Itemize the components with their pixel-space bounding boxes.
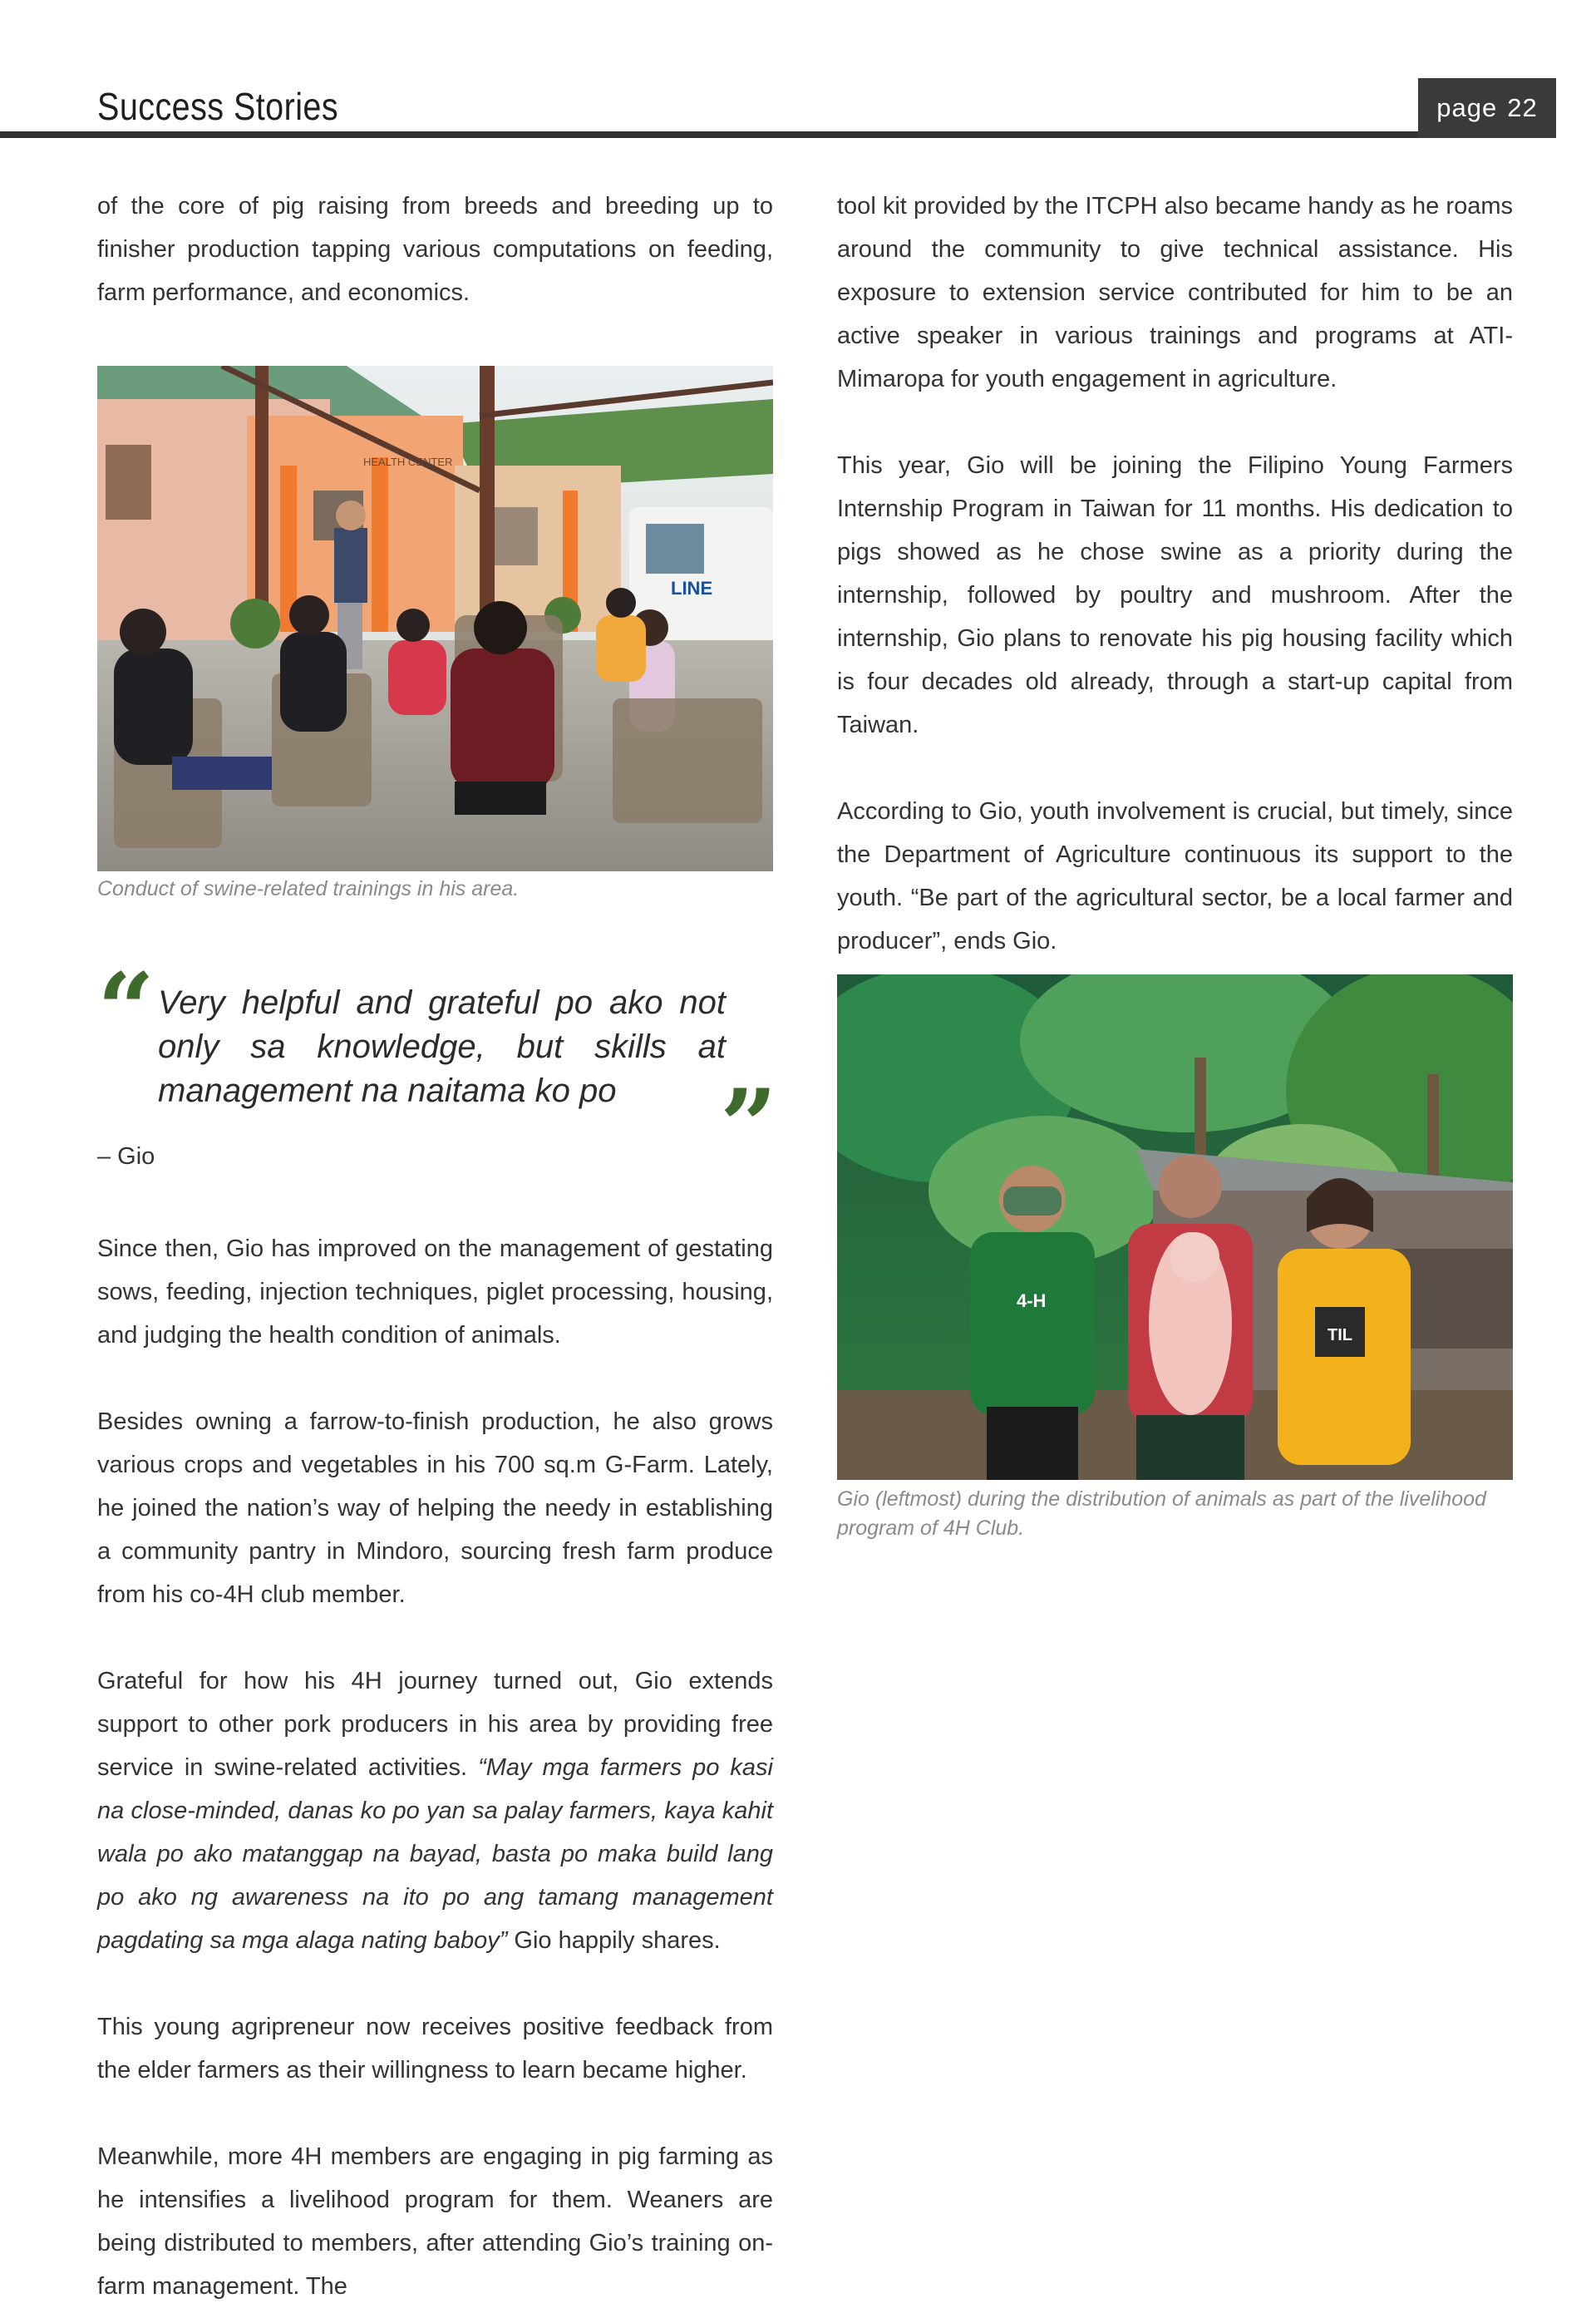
truck-sign: LINE xyxy=(671,578,713,599)
pull-quote-text: Very helpful and grateful po ako not only sa knowledge, but skills at management na naitama ko po xyxy=(158,984,726,1109)
training-photo xyxy=(97,366,773,871)
distribution-photo xyxy=(837,974,1513,1480)
quote-attribution: – Gio xyxy=(97,1143,155,1170)
page-number-badge xyxy=(1418,78,1556,138)
paragraph-intro: of the core of pig raising from breeds and breeding up to finisher production tapping various computations on feeding, farm performance, and economics. xyxy=(97,193,773,306)
open-quote-icon: “ xyxy=(97,951,155,1068)
training-photo-caption: Conduct of swine-related trainings in his area. xyxy=(97,877,520,900)
left-body-block xyxy=(97,1227,773,2308)
left-intro-block xyxy=(97,185,773,314)
grateful-text-start: Grateful for how his 4H journey turned out, Gio extends support to other pork producers in his area by providing free service in swine-related activities. xyxy=(97,1668,773,1781)
grateful-text-end: Gio happily shares. xyxy=(507,1927,721,1954)
page-header-title: Success Stories xyxy=(97,85,339,128)
paragraph-according: According to Gio, youth involvement is crucial, but timely, since the Department of Agriculture continuous its support to the youth. “Be part of the agricultural sector, be a local farmer and producer”, ends Gio. xyxy=(837,798,1513,954)
paragraph-since: Since then, Gio has improved on the management of gestating sows, feeding, injection techniques, piglet processing, housing, and judging the health condition of animals. xyxy=(97,1235,773,1349)
header-rule xyxy=(0,131,1556,138)
right-shirt-logo: TIL xyxy=(1328,1326,1352,1344)
left-shirt-logo: 4-H xyxy=(1017,1290,1047,1311)
grateful-quote: “May mga farmers po kasi na close-minded, danas ko po yan sa palay farmers, kaya kahit wala po ako matanggap na bayad, basta po maka build lang po ako ng awareness na ito po ang tamang management pagdating sa mga alaga nating baboy” xyxy=(97,1754,773,1954)
health-center-sign: HEALTH CENTER xyxy=(363,456,453,468)
page-number: 22 xyxy=(1507,93,1538,122)
right-body-block xyxy=(837,185,1513,1049)
close-quote-icon: ” xyxy=(720,1068,778,1185)
paragraph-grateful xyxy=(97,1659,773,1962)
paragraph-this-year: This year, Gio will be joining the Filipino Young Farmers Internship Program in Taiwan for 11 months. His dedication to pigs showed as he chose swine as a priority during the internship, followed by poultry and mushroom. After the internship, Gio plans to renovate his pig housing facility which is four decades old already, through a start-up capital from Taiwan. xyxy=(837,452,1513,738)
paragraph-young-agripreneur: This young agripreneur now receives positive feedback from the elder farmers as their willingness to learn became higher. xyxy=(97,2014,773,2084)
paragraph-meanwhile: Meanwhile, more 4H members are engaging in pig farming as he intensifies a livelihood program for them. Weaners are being distributed to members, after attending Gio’s training on-farm management. The xyxy=(97,2143,773,2300)
distribution-photo-caption: Gio (leftmost) during the distribution of animals as part of the livelihood program of 4H Club. xyxy=(837,1487,1486,1540)
paragraph-toolkit: tool kit provided by the ITCPH also became handy as he roams around the community to give technical assistance. His exposure to extension service contributed for him to be an active speaker in various trainings and programs at ATI-Mimaropa for youth engagement in agriculture. xyxy=(837,193,1513,392)
page-label: page xyxy=(1436,93,1498,122)
paragraph-besides: Besides owning a farrow-to-finish production, he also grows various crops and vegetables in his 700 sq.m G-Farm. Lately, he joined the nation’s way of helping the needy in establishing a community pantry in Mindoro, sourcing fresh farm produce from his co-4H club member. xyxy=(97,1408,773,1608)
